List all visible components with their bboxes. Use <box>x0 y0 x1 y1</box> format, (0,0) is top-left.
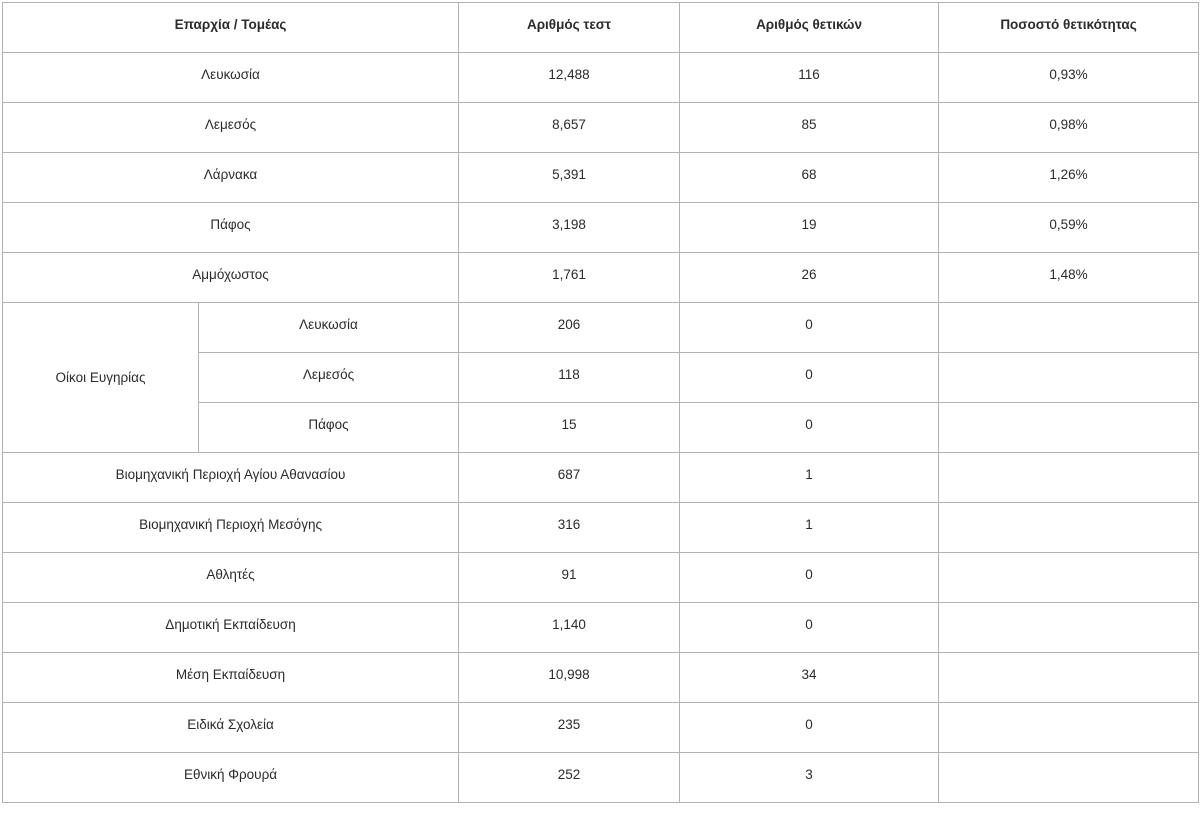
row-tests: 8,657 <box>459 103 680 153</box>
row-label: Μέση Εκπαίδευση <box>3 653 459 703</box>
row-tests: 1,761 <box>459 253 680 303</box>
row-positives: 26 <box>680 253 939 303</box>
row-rate <box>939 553 1199 603</box>
row-rate <box>939 403 1199 453</box>
table-row <box>3 703 1199 753</box>
row-tests: 687 <box>459 453 680 503</box>
row-rate <box>939 303 1199 353</box>
row-positives: 1 <box>680 503 939 553</box>
row-positives: 3 <box>680 753 939 803</box>
row-positives: 68 <box>680 153 939 203</box>
row-tests: 1,140 <box>459 603 680 653</box>
header-positives: Αριθμός θετικών <box>680 3 939 53</box>
row-tests: 206 <box>459 303 680 353</box>
table-row <box>3 153 1199 203</box>
row-label: Αθλητές <box>3 553 459 603</box>
row-positives: 85 <box>680 103 939 153</box>
row-positives: 116 <box>680 53 939 103</box>
row-label: Δημοτική Εκπαίδευση <box>3 603 459 653</box>
row-tests: 252 <box>459 753 680 803</box>
care-home-sub-label: Πάφος <box>199 403 459 453</box>
table-row <box>3 553 1199 603</box>
row-label: Ειδικά Σχολεία <box>3 703 459 753</box>
row-label: Βιομηχανική Περιοχή Μεσόγης <box>3 503 459 553</box>
row-label: Πάφος <box>3 203 459 253</box>
row-rate: 0,98% <box>939 103 1199 153</box>
row-positives: 0 <box>680 553 939 603</box>
table-row <box>3 453 1199 503</box>
table-row <box>3 53 1199 103</box>
row-rate <box>939 353 1199 403</box>
row-positives: 19 <box>680 203 939 253</box>
row-label: Βιομηχανική Περιοχή Αγίου Αθανασίου <box>3 453 459 503</box>
row-rate <box>939 753 1199 803</box>
table-row <box>3 253 1199 303</box>
row-positives: 0 <box>680 403 939 453</box>
row-label: Λάρνακα <box>3 153 459 203</box>
care-home-sub-label: Λεμεσός <box>199 353 459 403</box>
row-rate <box>939 503 1199 553</box>
row-positives: 0 <box>680 303 939 353</box>
header-rate: Ποσοστό θετικότητας <box>939 3 1199 53</box>
table-row <box>3 303 1199 353</box>
row-tests: 316 <box>459 503 680 553</box>
row-positives: 34 <box>680 653 939 703</box>
care-home-sub-label: Λευκωσία <box>199 303 459 353</box>
row-tests: 235 <box>459 703 680 753</box>
row-tests: 15 <box>459 403 680 453</box>
row-rate <box>939 703 1199 753</box>
row-tests: 118 <box>459 353 680 403</box>
row-label: Λεμεσός <box>3 103 459 153</box>
care-homes-label: Οίκοι Ευγηρίας <box>3 303 199 453</box>
table-row <box>3 653 1199 703</box>
row-tests: 12,488 <box>459 53 680 103</box>
table-row <box>3 203 1199 253</box>
row-tests: 3,198 <box>459 203 680 253</box>
row-tests: 10,998 <box>459 653 680 703</box>
row-rate: 0,93% <box>939 53 1199 103</box>
row-rate <box>939 653 1199 703</box>
row-tests: 5,391 <box>459 153 680 203</box>
covid-tests-table <box>2 2 1199 803</box>
row-label: Εθνική Φρουρά <box>3 753 459 803</box>
table-row <box>3 753 1199 803</box>
row-rate <box>939 603 1199 653</box>
row-rate <box>939 453 1199 503</box>
row-label: Λευκωσία <box>3 53 459 103</box>
row-positives: 0 <box>680 603 939 653</box>
row-positives: 1 <box>680 453 939 503</box>
row-rate: 1,26% <box>939 153 1199 203</box>
table-row <box>3 103 1199 153</box>
header-region: Επαρχία / Τομέας <box>3 3 459 53</box>
row-label: Αμμόχωστος <box>3 253 459 303</box>
row-positives: 0 <box>680 703 939 753</box>
row-rate: 0,59% <box>939 203 1199 253</box>
table-row <box>3 603 1199 653</box>
header-tests: Αριθμός τεστ <box>459 3 680 53</box>
row-rate: 1,48% <box>939 253 1199 303</box>
header-row <box>3 3 1199 53</box>
table-row <box>3 503 1199 553</box>
row-tests: 91 <box>459 553 680 603</box>
row-positives: 0 <box>680 353 939 403</box>
